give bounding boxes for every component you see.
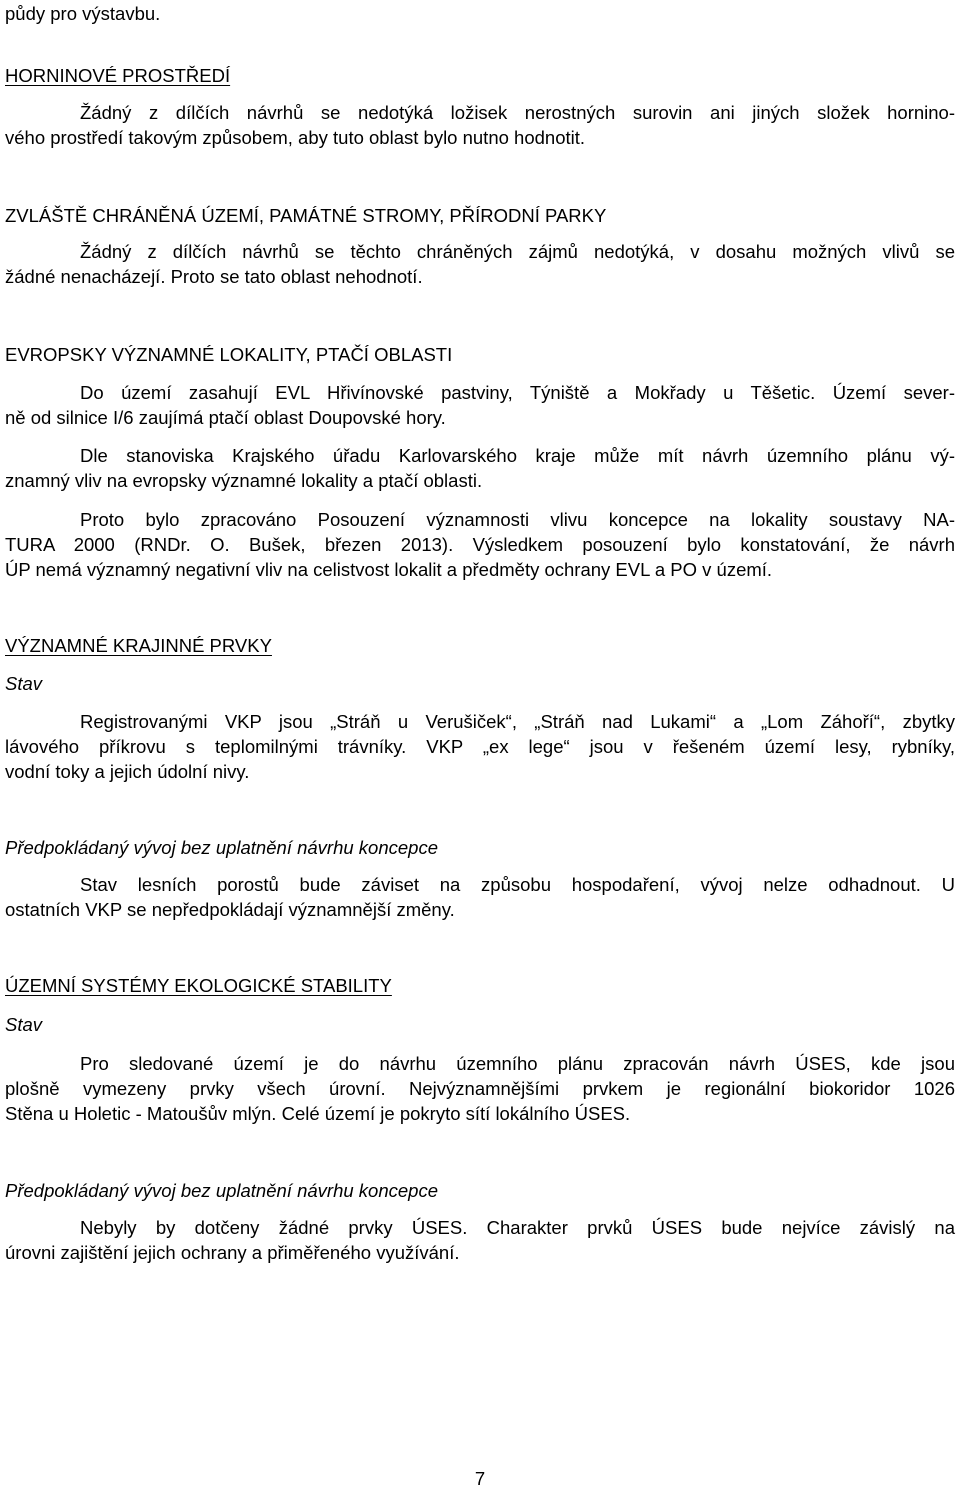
text-line: žádné nenacházejí. Proto se tato oblast nehodnotí. — [5, 266, 423, 287]
section-heading-horninove: HORNINOVÉ PROSTŘEDÍ — [5, 65, 231, 86]
text-line: Registrovanými VKP jsou „Stráň u Verušiček“, „Stráň nad Lukami“ a „Lom Záhoří“, zbytky — [80, 711, 955, 732]
text-line: Stav lesních porostů bude záviset na způsobu hospodaření, vývoj nelze odhadnout. U — [80, 874, 955, 895]
text-line: vodní toky a jejich údolní nivy. — [5, 761, 250, 782]
text-line: Žádný z dílčích návrhů se nedotýká ložisek nerostných surovin ani jiných složek hornino- — [80, 102, 955, 123]
text-line: úrovni zajištění jejich ochrany a přiměřeného využívání. — [5, 1242, 460, 1263]
section-heading-uses: ÚZEMNÍ SYSTÉMY EKOLOGICKÉ STABILITY — [5, 975, 392, 996]
text-line: lávového příkrovu s teplomilnými trávníky. VKP „ex lege“ jsou v řešeném území lesy, rybníky, — [5, 736, 955, 757]
text-line: plošně vymezeny prvky všech úrovní. Nejvýznamnějšími prvkem je regionální biokoridor 1026 — [5, 1078, 955, 1099]
text-line: Dle stanoviska Krajského úřadu Karlovarského kraje může mít návrh územního plánu vý- — [80, 445, 955, 466]
text-line: znamný vliv na evropsky významné lokality a ptačí oblasti. — [5, 470, 483, 491]
text-line: ÚP nemá významný negativní vliv na celistvost lokalit a předměty ochrany EVL a PO v území. — [5, 559, 773, 580]
text-line: Proto bylo zpracováno Posouzení významnosti vlivu koncepce na lokality soustavy NA- — [80, 509, 955, 530]
text-line: TURA 2000 (RNDr. O. Bušek, březen 2013). Výsledkem posouzení bylo konstatování, že návrh — [5, 534, 955, 555]
page-number: 7 — [474, 1468, 486, 1489]
text-line: vého prostředí takovým způsobem, aby tuto oblast bylo nutno hodnotit. — [5, 127, 586, 148]
text-line: Stěna u Holetic - Matoušův mlýn. Celé území je pokryto sítí lokálního ÚSES. — [5, 1103, 631, 1124]
subheading-predpokladany-vyvoj: Předpokládaný vývoj bez uplatnění návrhu koncepce — [5, 1180, 438, 1201]
text-line: ostatních VKP se nepředpokládají významnější změny. — [5, 899, 455, 920]
text-line: Nebyly by dotčeny žádné prvky ÚSES. Charakter prvků ÚSES bude nejvíce závislý na — [80, 1217, 955, 1238]
section-heading-vkp: VÝZNAMNÉ KRAJINNÉ PRVKY — [5, 635, 272, 656]
text-line: Pro sledované území je do návrhu územního plánu zpracován návrh ÚSES, kde jsou — [80, 1053, 955, 1074]
subheading-stav: Stav — [5, 673, 43, 694]
text-line: Žádný z dílčích návrhů se těchto chráněných zájmů nedotýká, v dosahu možných vlivů se — [80, 241, 955, 262]
subheading-predpokladany-vyvoj: Předpokládaný vývoj bez uplatnění návrhu koncepce — [5, 837, 438, 858]
text-line: ně od silnice I/6 zaujímá ptačí oblast Doupovské hory. — [5, 407, 446, 428]
text-line: půdy pro výstavbu. — [5, 3, 161, 24]
section-heading-chranena-uzemi: ZVLÁŠTĚ CHRÁNĚNÁ ÚZEMÍ, PAMÁTNÉ STROMY, PŘÍRODNÍ PARKY — [5, 205, 607, 226]
section-heading-evl: EVROPSKY VÝZNAMNÉ LOKALITY, PTAČÍ OBLASTI — [5, 344, 453, 365]
text-line: Do území zasahují EVL Hřivínovské pastviny, Týniště a Mokřady u Těšetic. Území sever- — [80, 382, 955, 403]
subheading-stav: Stav — [5, 1014, 43, 1035]
